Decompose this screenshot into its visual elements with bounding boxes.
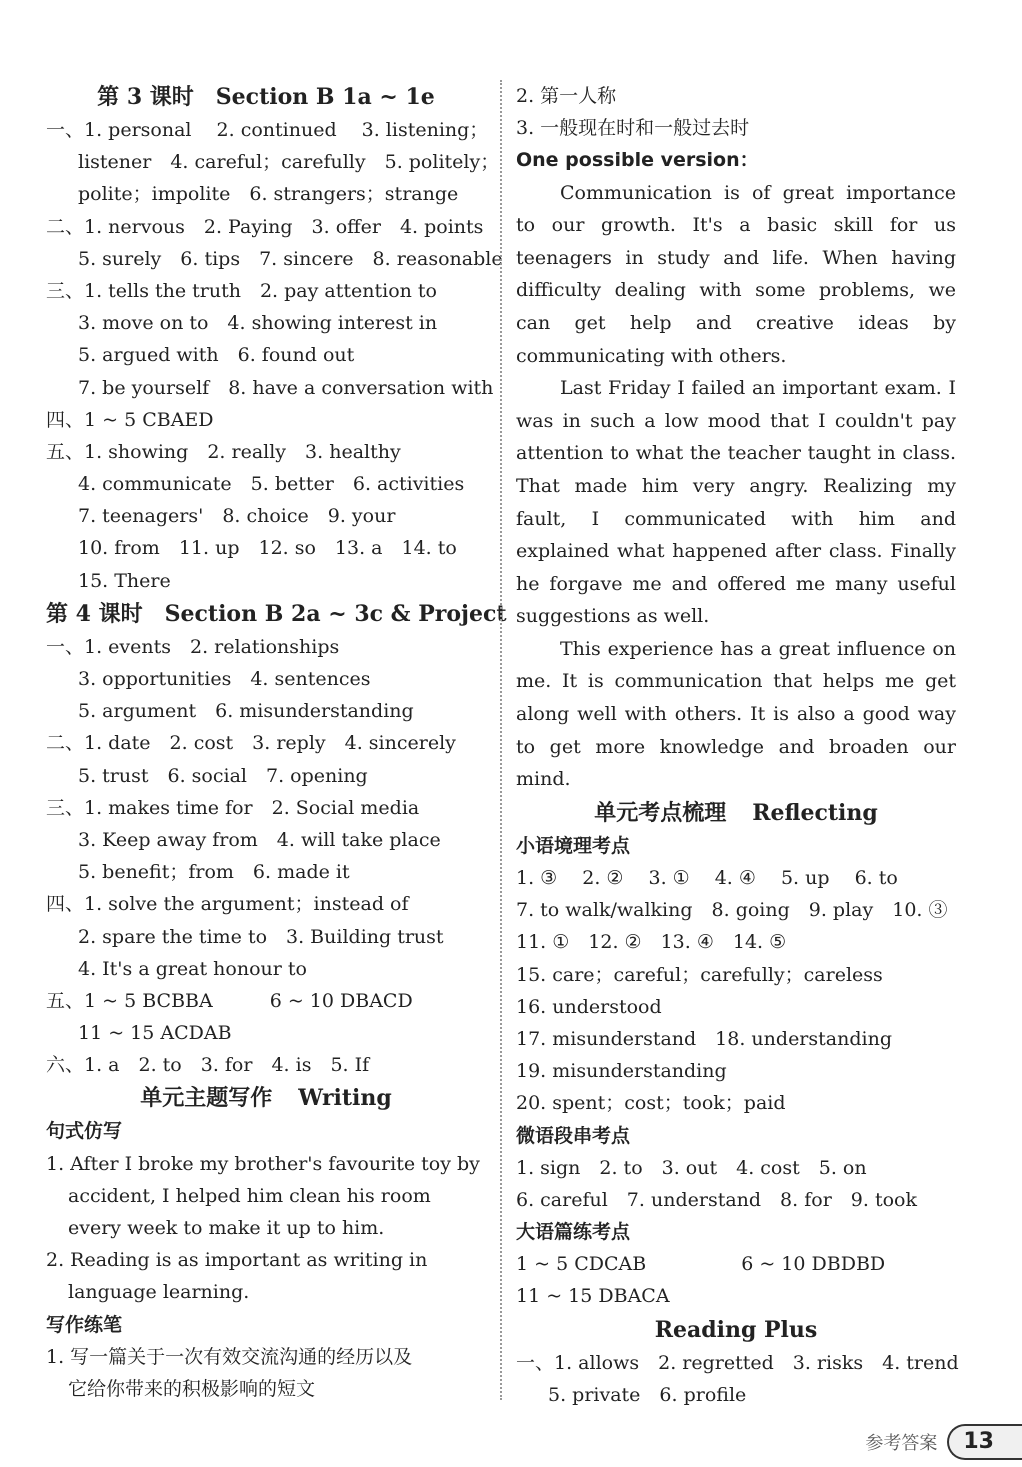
left-column [46,80,507,1405]
answer-line: 11 ~ 15 ACDAB [78,1022,232,1045]
reading-plus-title: Reading Plus [654,1316,818,1343]
answer-line: 17. misunderstand 18. understanding [516,1027,892,1050]
answer-line: 2. 第一人称 [516,85,617,107]
one-possible-version: One possible version： [516,149,759,172]
answer-line: 1. After I broke my brother's favourite toy by [46,1152,480,1175]
essay-paragraph: Last Friday I failed an important exam. I was in such a low mood that I couldn't pay attention to what the teacher taught in class. That made him very angry. Realizing my fault, I communicated with him and explained what happened after class. Finally he forgave me and offered me many useful suggestions as well. [516,377,956,628]
answer-line: 6. careful 7. understand 8. for 9. took [516,1188,917,1211]
reflecting-title [516,796,956,830]
answer-line: 15. There [78,569,171,592]
answer-line: 11. ① 12. ② 13. ④ 14. ⑤ [516,931,787,954]
answer-line: 19. misunderstanding [516,1060,727,1083]
answer-line: 5. private 6. profile [548,1383,747,1406]
sub-heading: 小语境理考点 [516,834,631,857]
section-3-title: 第 3 课时 Section B 1a ~ 1e [97,84,435,110]
answer-line: 三、1. makes time for 2. Social media [46,796,420,819]
answer-line: 1 ~ 5 CDCAB 6 ~ 10 DBDBD [516,1253,886,1276]
answer-line: 5. argued with 6. found out [78,344,355,367]
answer-line: 一、1. events 2. relationships [46,635,340,658]
answer-line: 1. ③ 2. ② 3. ① 4. ④ 5. up 6. to [516,867,898,890]
answer-line: 7. to walk/walking 8. going 9. play 10. ③ [516,899,948,922]
answer-line: 2. Reading is as important as writing in [46,1249,428,1272]
answer-line: 四、1 ~ 5 CBAED [46,408,214,431]
column-divider [500,80,502,1400]
answer-line: 五、1. showing 2. really 3. healthy [46,440,401,463]
answer-line: 4. It's a great honour to [78,957,307,980]
answer-line: 15. care；careful；carefully；careless [516,963,883,986]
answer-line: 四、1. solve the argument；instead of [46,893,409,916]
answer-line: 7. teenagers' 8. choice 9. your [78,505,396,528]
right-column [516,80,959,1411]
answer-line: every week to make it up to him. [68,1217,385,1239]
answer-line: 二、1. date 2. cost 3. reply 4. sincerely [46,732,456,755]
answer-line: 5. surely 6. tips 7. sincere 8. reasonable [78,247,503,270]
writing-title-en: Writing [298,1085,392,1112]
answer-line: 16. understood [516,995,662,1018]
answer-line: accident, I helped him clean his room [68,1184,431,1207]
answer-line: 11 ~ 15 DBACA [516,1285,670,1308]
answer-line: 它给你带来的积极影响的短文 [68,1377,316,1400]
answer-line: 5. trust 6. social 7. opening [78,764,368,787]
reflecting-title-cn: 单元考点梳理 [594,799,727,826]
answer-line: 二、1. nervous 2. Paying 3. offer 4. points [46,215,484,238]
essay-paragraph: Communication is of great importance to our growth. It's a basic skill for us teenagers in study and life. When having difficulty dealing with some problems, we can get help and creative ideas by communicating with others. [516,181,956,367]
page-footer [865,1422,1022,1462]
writing-sub-imitation: 句式仿写 [46,1120,123,1143]
answer-line: 一、1. personal 2. continued 3. listening； [46,119,489,141]
answer-line: 7. be yourself 8. have a conversation with [78,376,494,399]
answer-line: 3. opportunities 4. sentences [78,668,371,690]
writing-sub-practice: 写作练笔 [46,1313,123,1336]
answer-line: 3. move on to 4. showing interest in [78,312,438,335]
writing-title [46,1081,486,1115]
answer-line: 六、1. a 2. to 3. for 4. is 5. If [46,1054,370,1077]
writing-title-cn: 单元主题写作 [140,1085,273,1112]
answer-line: polite；impolite 6. strangers；strange [78,183,459,206]
answer-line: 一、1. allows 2. regretted 3. risks 4. trend [516,1351,959,1374]
sub-heading: 大语篇练考点 [516,1221,631,1244]
answer-line: 1. 写一篇关于一次有效交流沟通的经历以及 [46,1345,413,1368]
essay-paragraph: This experience has a great influence on me. It is communication that helps me get along well with others. It is also a good way to get more knowledge and broaden our mind. [516,637,956,791]
answer-line: 10. from 11. up 12. so 13. a 14. to [78,537,457,560]
answer-line: language learning. [68,1281,250,1304]
answer-line: 20. spent；cost；took；paid [516,1092,786,1115]
answer-line: listener 4. careful；carefully 5. politely； [78,151,500,174]
answer-line: 五、1 ~ 5 BCBBA 6 ~ 10 DBACD [46,989,413,1012]
answer-line: 4. communicate 5. better 6. activities [78,473,465,496]
answer-line: 三、1. tells the truth 2. pay attention to [46,279,437,302]
reflecting-title-en: Reflecting [752,799,878,826]
sub-heading: 微语段串考点 [516,1124,631,1147]
answer-line: 1. sign 2. to 3. out 4. cost 5. on [516,1156,867,1179]
page-number: 13 [947,1424,1022,1460]
answer-line: 3. 一般现在时和一般过去时 [516,117,750,140]
answer-line: 2. spare the time to 3. Building trust [78,925,444,948]
section-4-title: 第 4 课时 Section B 2a ~ 3c & Project [46,600,507,627]
answer-line: 3. Keep away from 4. will take place [78,828,441,851]
answer-line: 5. benefit；from 6. made it [78,861,350,884]
answer-line: 5. argument 6. misunderstanding [78,700,414,723]
footer-label: 参考答案 [865,1433,938,1454]
